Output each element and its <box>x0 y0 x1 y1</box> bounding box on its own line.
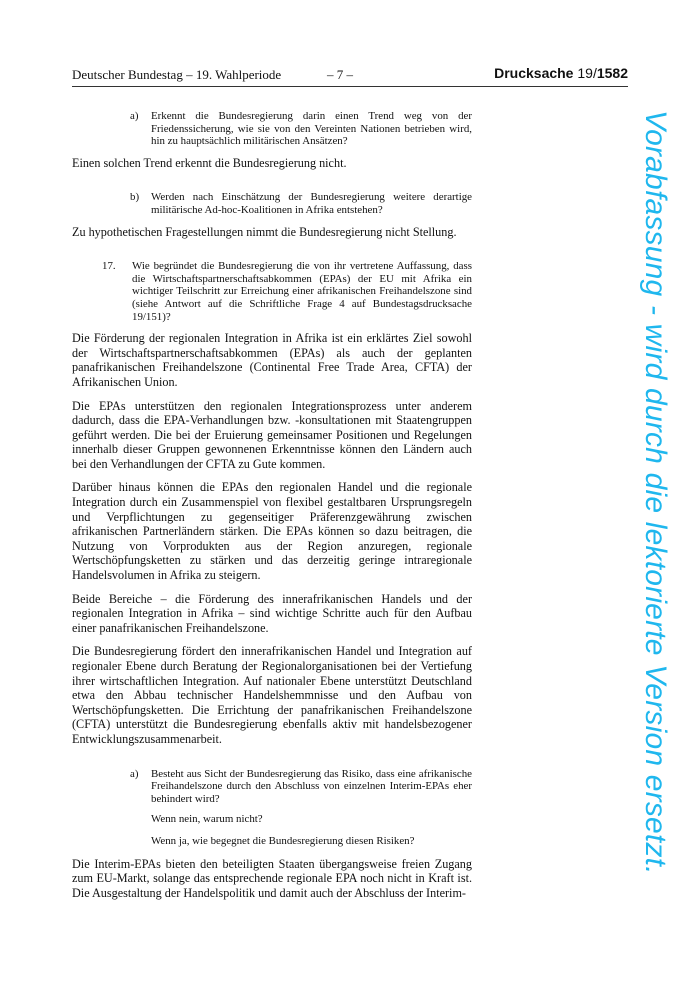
document-body <box>72 110 472 909</box>
answer-paragraph: Einen solchen Trend erkennt die Bundesregierung nicht. <box>72 155 347 170</box>
answer-paragraph: Zu hypothetischen Fragestellungen nimmt die Bundesregierung nicht Stellung. <box>72 224 457 239</box>
question-text: Wie begründet die Bundesregierung die von ihr vertretene Auffassung, dass die Wirtschaftspartnerschaftsabkommen (EPAs) der EU mit Afrika ein wichtiger Teilschritt zur Erreichung einer afrikanischen Freihandelszone sind (siehe Antwort auf die Schriftliche Frage 4 auf Bundestagsdrucksache 19/151)? <box>132 260 472 323</box>
doc-label: Drucksache <box>494 65 574 81</box>
answer-paragraph: Die EPAs unterstützen den regionalen Integrationsprozess unter anderem dadurch, dass die EPA-Verhandlungen bzw. -konsultationen mit Staatengruppen geführt werden. Die bei der Eruierung gemeinsamer Positionen und Regelungen innerhalb dieser Gruppen gewonnenen Erkenntnisse können den Ländern auch bei den Verhandlungen der CFTA zu Gute kommen. <box>72 398 472 471</box>
question-subline: Wenn nein, warum nicht? <box>151 813 263 826</box>
question-a2 <box>72 768 472 806</box>
question-a <box>72 110 472 148</box>
doc-period: 19/ <box>577 65 597 81</box>
draft-watermark <box>638 110 672 910</box>
question-subline: Wenn ja, wie begegnet die Bundesregierung diesen Risiken? <box>151 834 415 847</box>
document-number <box>494 65 628 81</box>
page-header <box>72 66 628 87</box>
question-marker: 17. <box>102 260 116 273</box>
question-text: Werden nach Einschätzung der Bundesregierung weitere derartige militärische Ad-hoc-Koalitionen in Afrika entstehen? <box>151 191 472 216</box>
question-text: Besteht aus Sicht der Bundesregierung das Risiko, dass eine afrikanische Freihandelszone durch den Abschluss von einzelnen Interim-EPAs eher behindert wird? <box>151 767 472 805</box>
watermark-text: Vorabfassung - wird durch die lektorierte Version ersetzt. <box>639 110 672 875</box>
question-marker: a) <box>130 767 139 780</box>
question-17 <box>72 260 472 323</box>
question-text: Erkennt die Bundesregierung darin einen Trend weg von der Friedenssicherung, wie sie von den Vereinten Nationen betrieben wird, hin zu hauptsächlich militärischen Ansätzen? <box>151 110 472 148</box>
question-marker: a) <box>130 110 139 122</box>
answer-paragraph: Darüber hinaus können die EPAs den regionalen Handel und die regionale Integration durch ein Zusammenspiel von flexibel gestaltbaren Ursprungsregeln und Verpflichtungen zu gegenseitiger Präferenzgewährung zwischen afrikanischen Partnerländern stärken. Die EPAs können so dazu beitragen, die Nutzung von Vorprodukten aus der Region anzuregen, regionale Wertschöpfungsketten zu stärken und das derzeitig geringe intraregionale Handelsvolumen in Afrika zu steigern. <box>72 480 472 583</box>
question-b <box>72 191 472 216</box>
answer-paragraph: Beide Bereiche – die Förderung des innerafrikanischen Handels und der regionalen Integration in Afrika – sind wichtige Schritte auch für den Aufbau einer panafrikanischen Freihandelszone. <box>72 591 472 635</box>
question-marker: b) <box>130 191 140 204</box>
answer-paragraph: Die Förderung der regionalen Integration in Afrika ist ein erklärtes Ziel sowohl der Wirtschaftspartnerschaftsabkommen (EPAs) als auch der geplanten panafrikanischen Freihandelszone (Continental Free Trade Area, CFTA) der Afrikanischen Union. <box>72 331 472 389</box>
page-number: – 7 – <box>327 67 353 82</box>
header-parliament: Deutscher Bundestag – 19. Wahlperiode <box>72 67 282 82</box>
answer-paragraph: Die Interim-EPAs bieten den beteiligten Staaten übergangsweise freien Zugang zum EU-Markt, solange das entsprechende regionale EPA noch nicht in Kraft ist. Die Ausgestaltung der Handelspolitik und damit auch der Abschluss der Interim- <box>72 856 472 900</box>
doc-number: 1582 <box>596 65 628 81</box>
answer-paragraph: Die Bundesregierung fördert den innerafrikanischen Handel und Integration auf regionaler Ebene durch Beratung der Regionalorganisationen bei der Vertiefung ihrer wirtschaftlichen Integration. Auf nationaler Ebene unterstützt Deutschland etwa den Abbau technischer Handelshemmnisse und den Aufbau von Wertschöpfungsketten. Die Errichtung der panafrikanischen Freihandelszone (CFTA) unterstützt die Bundesregierung ebenfalls aktiv mit handelsbezogener Entwicklungszusammenarbeit. <box>72 644 472 746</box>
